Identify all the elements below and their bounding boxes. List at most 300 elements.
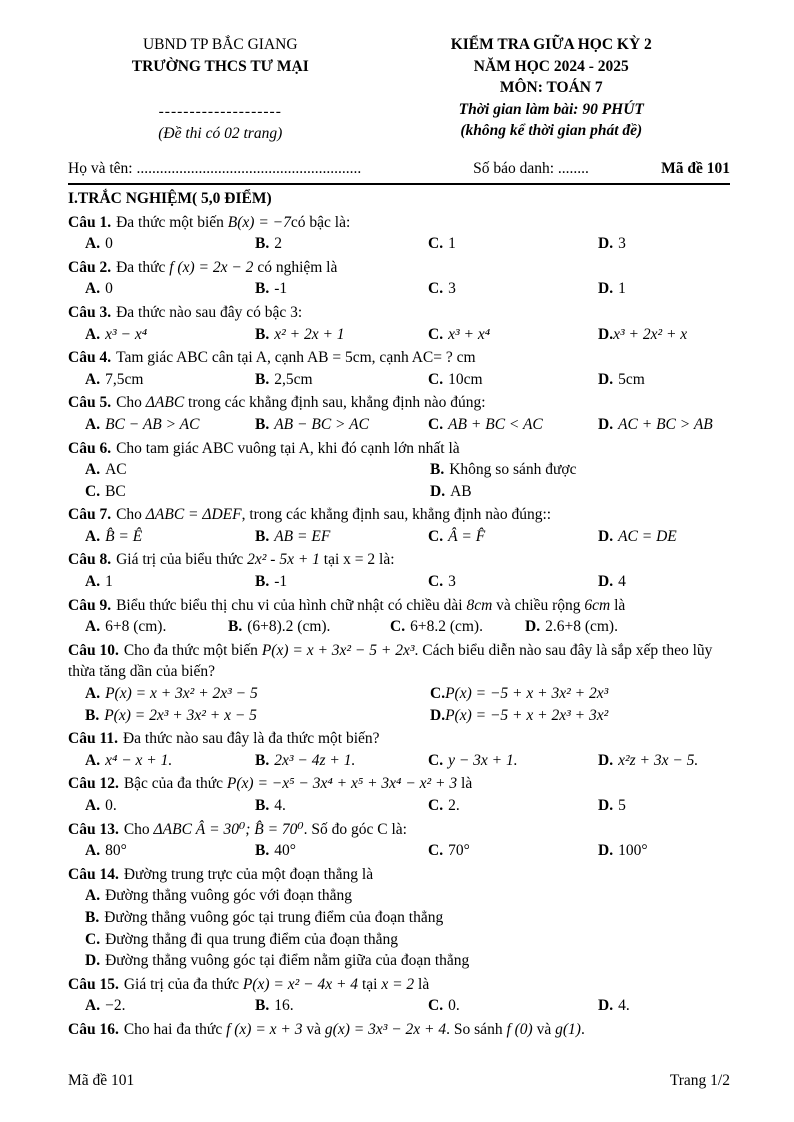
stem-text: có nghiệm là [253, 258, 338, 276]
option-letter: A. [85, 415, 101, 433]
name-dotted-line: .......................................................... [136, 160, 362, 178]
answer-option [85, 324, 255, 346]
option-letter: A. [85, 280, 101, 298]
options [68, 995, 730, 1017]
option-text: 0. [105, 797, 117, 814]
answer-option [598, 278, 730, 300]
option-letter: A. [85, 461, 101, 479]
answer-option [430, 481, 730, 503]
question-stem [68, 549, 730, 571]
option-text: 70° [448, 842, 470, 860]
options [68, 840, 730, 862]
answer-option [85, 571, 255, 593]
option-text: −2. [105, 997, 126, 1015]
stem-text: Bậc của đa thức [123, 775, 227, 793]
options [68, 683, 730, 726]
option-letter: D. [525, 618, 541, 636]
math-expression: g(1) [555, 1020, 581, 1038]
question-number: Câu 5. [68, 394, 112, 412]
option-letter: B. [255, 325, 270, 343]
option-text: 1 [448, 235, 456, 253]
question-stem [68, 640, 730, 683]
stem-text: và [302, 1020, 325, 1038]
answer-option [255, 526, 428, 548]
stem-text: . So sánh [446, 1020, 507, 1038]
question [68, 595, 730, 638]
stem-text: Giá trị của đa thức [123, 975, 243, 993]
answer-option [428, 840, 598, 862]
student-name-field [68, 158, 473, 180]
option-letter: D. [598, 842, 614, 860]
question [68, 773, 730, 816]
question [68, 1019, 730, 1041]
option-letter: A. [85, 997, 101, 1015]
question-stem [68, 974, 730, 996]
option-text: 2x³ − 4z + 1. [274, 751, 356, 769]
option-letter: C. [428, 325, 444, 343]
math-expression: 2x² - 5x + 1 [247, 551, 320, 569]
stem-text: Đa thức nào sau đây có bậc 3: [116, 303, 303, 321]
math-expression: 8cm [466, 596, 493, 614]
math-expression: Â = 30⁰; B̂ = 70⁰ [195, 820, 304, 838]
stem-text: . [580, 1020, 585, 1038]
sbd-dotted-line: ........ [557, 160, 589, 178]
option-text: 40° [274, 842, 296, 860]
option-letter: A. [85, 618, 101, 636]
option-text: 4. [618, 997, 630, 1015]
option-letter: B. [85, 706, 100, 724]
option-text: 0 [105, 235, 113, 253]
option-letter: C. [428, 235, 444, 253]
option-letter: A. [85, 797, 101, 814]
stem-text: là [610, 596, 626, 614]
answer-option [85, 929, 730, 951]
option-letter: B. [255, 797, 270, 814]
option-text: 4 [618, 573, 626, 591]
stem-text: tại [358, 975, 382, 993]
answer-option [255, 995, 428, 1017]
option-letter: D. [598, 415, 614, 433]
stem-text: Cho [123, 820, 154, 838]
option-letter: D. [598, 325, 614, 343]
question-number: Câu 11. [68, 730, 118, 748]
option-text: -1 [274, 573, 288, 591]
option-letter: D. [85, 952, 101, 970]
answer-option [85, 840, 255, 862]
answer-option [428, 995, 598, 1017]
option-letter: D. [430, 706, 446, 724]
question-stem [68, 347, 730, 369]
question [68, 819, 730, 862]
option-letter: D. [598, 280, 614, 298]
question [68, 257, 730, 300]
option-text: -1 [274, 280, 288, 298]
answer-option [598, 414, 730, 436]
option-text: x²z + 3x − 5. [618, 751, 699, 769]
option-text: AC = DE [618, 527, 677, 545]
option-letter: C. [390, 618, 406, 636]
option-text: 3 [448, 573, 456, 591]
option-text: B̂ = Ê [105, 527, 143, 545]
answer-option [525, 616, 730, 638]
options [68, 526, 730, 548]
option-letter: B. [255, 527, 270, 545]
answer-option [430, 459, 730, 481]
stem-text: . Cách biểu diễn nào sau đây là sắp xếp theo lũy thừa tăng dần của biến? [68, 641, 713, 681]
answer-option [430, 683, 730, 705]
option-text: AC + BC > AB [618, 415, 713, 433]
answer-option [598, 750, 730, 772]
footer-page-number: Trang 1/2 [669, 1072, 730, 1090]
option-text: Không so sánh được [449, 461, 577, 479]
answer-option [428, 414, 598, 436]
option-letter: C. [428, 280, 444, 298]
option-letter: C. [428, 997, 444, 1015]
stem-text: Đa thức nào sau đây là đa thức một biến? [122, 730, 380, 748]
answer-option [85, 795, 255, 817]
stem-text: Đa thức [116, 258, 170, 276]
math-expression: P(x) = −x⁵ − 3x⁴ + x⁵ + 3x⁴ − x² + 3 [226, 775, 458, 793]
math-expression: ΔABC [153, 820, 192, 838]
option-text: x² + 2x + 1 [274, 325, 345, 343]
option-letter: A. [85, 370, 101, 388]
option-text: AB [450, 482, 472, 500]
answer-option [390, 616, 525, 638]
option-letter: B. [255, 997, 270, 1015]
option-text: 6+8 (cm). [105, 618, 167, 636]
question-stem [68, 392, 730, 414]
stem-text: tại x = 2 là: [319, 551, 395, 569]
answer-option [428, 324, 598, 346]
option-text: x³ − x⁴ [105, 325, 148, 343]
exam-code: Mã đề 101 [661, 160, 730, 178]
stem-text: . Số đo góc C là: [303, 820, 407, 838]
answer-option [598, 571, 730, 593]
question-stem [68, 1019, 730, 1041]
answer-option [598, 324, 730, 346]
question-stem [68, 595, 730, 617]
question-number: Câu 10. [68, 641, 119, 659]
answer-option [428, 750, 598, 772]
options [68, 571, 730, 593]
questions [68, 212, 730, 1041]
answer-option [85, 950, 730, 972]
option-letter: D. [598, 797, 614, 814]
option-text: P(x) = 2x³ + 3x² + x − 5 [104, 706, 257, 724]
answer-option [598, 369, 730, 391]
option-text: y − 3x + 1. [448, 751, 518, 769]
option-text: Đường thẳng vuông góc tại điểm nằm giữa của đoạn thẳng [105, 952, 470, 970]
answer-option [85, 481, 430, 503]
options [68, 885, 730, 971]
option-letter: B. [255, 415, 270, 433]
option-letter: A. [85, 751, 101, 769]
option-letter: C. [428, 797, 444, 814]
option-letter: D. [598, 235, 614, 253]
answer-option [428, 278, 598, 300]
option-letter: C. [428, 842, 444, 860]
option-letter: A. [85, 842, 101, 860]
option-text: AC [105, 461, 127, 479]
question-stem [68, 257, 730, 279]
option-text: (6+8).2 (cm). [247, 618, 331, 636]
option-text: BC [105, 482, 126, 500]
option-text: P(x) = −5 + x + 3x² + 2x³ [445, 685, 609, 703]
option-text: 5 [618, 797, 626, 814]
option-text: 1 [618, 280, 626, 298]
option-text: 7,5cm [105, 370, 144, 388]
option-letter: D. [598, 573, 614, 591]
math-expression: 6cm [584, 596, 611, 614]
question-number: Câu 15. [68, 975, 119, 993]
question-stem [68, 302, 730, 324]
stem-text: là [414, 975, 430, 993]
option-text: 2. [448, 797, 460, 814]
options [68, 233, 730, 255]
option-text: AB − BC > AC [274, 415, 369, 433]
answer-option [598, 995, 730, 1017]
answer-option [85, 705, 430, 727]
question-number: Câu 9. [68, 596, 112, 614]
answer-option [255, 840, 428, 862]
question [68, 728, 730, 771]
answer-option [85, 616, 228, 638]
question [68, 864, 730, 972]
student-info-row [68, 158, 730, 185]
options [68, 750, 730, 772]
question [68, 302, 730, 345]
options [68, 795, 730, 817]
question-stem [68, 438, 730, 460]
option-text: 5cm [618, 370, 645, 388]
question-number: Câu 12. [68, 775, 119, 793]
stem-text: Giá trị của biểu thức [116, 551, 248, 569]
option-text: 4. [274, 797, 286, 814]
stem-text: có bậc là: [290, 213, 351, 231]
question [68, 212, 730, 255]
option-letter: C. [428, 527, 444, 545]
math-expression: g(x) = 3x³ − 2x + 4 [324, 1020, 447, 1038]
options [68, 459, 730, 502]
math-expression: P(x) = x + 3x² − 5 + 2x³ [261, 641, 415, 659]
option-letter: B. [255, 573, 270, 591]
school-authority: UBND TP BẮC GIANG [142, 36, 298, 53]
option-letter: C. [428, 751, 444, 769]
answer-option [428, 369, 598, 391]
stem-text: Cho đa thức một biến [123, 641, 262, 659]
question [68, 438, 730, 503]
math-expression: ΔABC = ΔDEF [145, 506, 242, 524]
answer-option [255, 233, 428, 255]
question-number: Câu 14. [68, 865, 119, 883]
option-text: Â = F̂ [448, 527, 486, 545]
answer-option [255, 750, 428, 772]
duration-note: (không kể thời gian phát đề) [460, 122, 643, 140]
answer-option [85, 526, 255, 548]
stem-text: , trong các khẳng định sau, khẳng định nào đúng:: [241, 506, 552, 524]
duration: Thời gian làm bài: 90 PHÚT [458, 100, 644, 118]
stem-text: Cho [116, 506, 146, 524]
option-text: 6+8.2 (cm). [410, 618, 483, 636]
option-text: 0. [448, 997, 460, 1015]
option-text: 2.6+8 (cm). [545, 618, 618, 636]
answer-option [255, 571, 428, 593]
answer-option [598, 233, 730, 255]
option-letter: C. [428, 370, 444, 388]
stem-text: và chiều rộng [492, 596, 585, 614]
option-letter: A. [85, 573, 101, 591]
answer-option [428, 526, 598, 548]
question [68, 347, 730, 390]
math-expression: P(x) = x² − 4x + 4 [242, 975, 359, 993]
option-text: P(x) = −5 + x + 2x³ + 3x² [445, 706, 609, 724]
page-footer [68, 1070, 730, 1092]
stem-text: Biểu thức biểu thị chu vi của hình chữ nhật có chiều dài [116, 596, 467, 614]
option-letter: B. [255, 842, 270, 860]
question-stem [68, 864, 730, 886]
options [68, 278, 730, 300]
math-expression: x = 2 [381, 975, 415, 993]
option-text: 16. [274, 997, 294, 1015]
sbd-label: Số báo danh: [473, 160, 555, 178]
answer-option [428, 233, 598, 255]
answer-option [598, 795, 730, 817]
divider-dashes: -------------------- [158, 103, 282, 121]
question-stem [68, 728, 730, 750]
stem-text: là [457, 775, 473, 793]
option-letter: B. [255, 370, 270, 388]
options [68, 324, 730, 346]
answer-option [428, 795, 598, 817]
stem-text: Tam giác ABC cân tại A, cạnh AB = 5cm, cạnh AC= ? cm [116, 349, 476, 367]
option-text: Đường thẳng vuông góc tại trung điểm của đoạn thẳng [104, 908, 444, 926]
answer-option [85, 750, 255, 772]
option-text: 0 [105, 280, 113, 298]
option-text: 1 [105, 573, 113, 591]
stem-text: Đa thức một biến [116, 213, 228, 231]
school-name: TRƯỜNG THCS TƯ MẠI [131, 57, 309, 75]
page-header [68, 34, 730, 144]
question-number: Câu 6. [68, 439, 112, 457]
answer-option [430, 705, 730, 727]
option-text: P(x) = x + 3x² + 2x³ − 5 [105, 685, 258, 703]
math-expression: f (x) = 2x − 2 [169, 258, 254, 276]
question-number: Câu 3. [68, 303, 112, 321]
math-expression: f (0) [506, 1020, 533, 1038]
options [68, 369, 730, 391]
answer-option [85, 995, 255, 1017]
option-text: 2 [274, 235, 282, 253]
question-number: Câu 8. [68, 551, 112, 569]
option-letter: B. [255, 235, 270, 253]
option-letter: D. [598, 751, 614, 769]
math-expression: ΔABC [145, 394, 185, 412]
option-letter: C. [430, 685, 446, 703]
answer-option [428, 571, 598, 593]
question-stem [68, 212, 730, 234]
footer-exam-code: Mã đề 101 [68, 1072, 135, 1090]
stem-text: Cho [116, 394, 146, 412]
answer-option [255, 278, 428, 300]
option-letter: D. [598, 527, 614, 545]
option-text: 10cm [448, 370, 483, 388]
answer-option [85, 233, 255, 255]
option-text: Đường thẳng đi qua trung điểm của đoạn thẳng [105, 930, 399, 948]
math-expression: f (x) = x + 3 [226, 1020, 303, 1038]
option-letter: C. [85, 482, 101, 500]
math-expression: B(x) = −7 [227, 213, 291, 231]
answer-option [85, 278, 255, 300]
name-label: Họ và tên: [68, 160, 133, 178]
answer-option [85, 907, 730, 929]
candidate-number-field [473, 158, 661, 180]
question-number: Câu 16. [68, 1020, 119, 1038]
subject: MÔN: TOÁN 7 [499, 79, 603, 97]
header-exam-block [373, 34, 730, 144]
exam-title: KIỂM TRA GIỮA HỌC KỲ 2 [450, 36, 652, 53]
header-spacer [68, 77, 373, 101]
answer-option [255, 324, 428, 346]
question [68, 640, 730, 726]
answer-option [85, 885, 730, 907]
question [68, 504, 730, 547]
option-text: AB = EF [274, 527, 331, 545]
option-text: 3 [618, 235, 626, 253]
question [68, 549, 730, 592]
option-text: AB + BC < AC [448, 415, 543, 433]
question [68, 392, 730, 435]
question-number: Câu 2. [68, 258, 112, 276]
pages-note: (Đề thi có 02 trang) [158, 124, 283, 142]
options [68, 616, 730, 638]
option-text: 80° [105, 842, 127, 860]
option-letter: B. [255, 751, 270, 769]
option-letter: B. [228, 618, 243, 636]
answer-option [85, 683, 430, 705]
option-letter: D. [598, 370, 614, 388]
option-letter: B. [85, 908, 100, 926]
option-letter: B. [430, 461, 445, 479]
option-text: x⁴ − x + 1. [105, 751, 173, 769]
option-text: 2,5cm [274, 370, 313, 388]
option-letter: D. [598, 997, 614, 1015]
option-letter: A. [85, 235, 101, 253]
answer-option [255, 369, 428, 391]
option-letter: C. [428, 415, 444, 433]
question-number: Câu 1. [68, 213, 112, 231]
answer-option [85, 459, 430, 481]
answer-option [85, 369, 255, 391]
option-letter: D. [430, 482, 446, 500]
section-title: I.TRẮC NGHIỆM( 5,0 ĐIỂM) [68, 189, 272, 207]
answer-option [255, 795, 428, 817]
question-number: Câu 7. [68, 506, 112, 524]
option-text: 3 [448, 280, 456, 298]
option-text: Đường thẳng vuông góc với đoạn thẳng [105, 887, 353, 905]
option-letter: C. [85, 930, 101, 948]
answer-option [598, 526, 730, 548]
stem-text: và [532, 1020, 556, 1038]
answer-option [598, 840, 730, 862]
stem-text: Cho hai đa thức [123, 1020, 227, 1038]
option-text: BC − AB > AC [105, 415, 200, 433]
answer-option [228, 616, 390, 638]
stem-text: Cho tam giác ABC vuông tại A, khi đó cạnh lớn nhất là [116, 439, 460, 457]
options [68, 414, 730, 436]
option-letter: A. [85, 685, 101, 703]
stem-text: Đường trung trực của một đoạn thẳng là [123, 865, 374, 883]
option-letter: A. [85, 325, 101, 343]
